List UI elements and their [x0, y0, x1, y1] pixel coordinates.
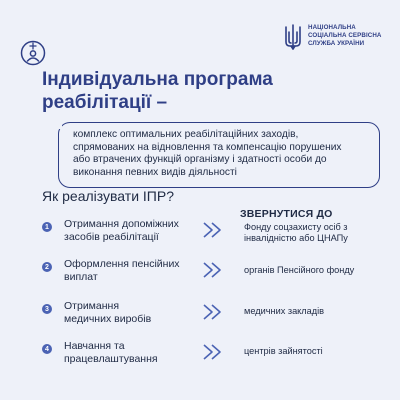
title-line: Індивідуальна програма	[42, 69, 273, 90]
step-number-badge: 1	[42, 222, 52, 232]
step-target-line: інвалідністю або ЦНАПу	[244, 233, 348, 243]
brand-logo	[284, 24, 400, 50]
person-care-icon	[20, 40, 46, 66]
brand-line: СОЦІАЛЬНА СЕРВІСНА	[308, 32, 382, 39]
step-number-badge: 2	[42, 262, 52, 272]
step-label-line: Навчання та	[64, 340, 125, 352]
step-label-line: медичних виробів	[64, 312, 152, 325]
step-label	[64, 218, 194, 243]
step-target-line: органів Пенсійного фонду	[244, 265, 355, 275]
step-target-line: центрів зайнятості	[244, 346, 323, 356]
double-chevron-right-icon	[202, 304, 224, 320]
step-label	[64, 258, 194, 283]
step-label-line: засобів реабілітації	[64, 230, 159, 243]
step-target	[244, 265, 384, 276]
double-chevron-right-icon	[202, 222, 224, 238]
step-label-line: виплат	[64, 270, 98, 283]
trident-icon	[284, 24, 302, 50]
step-target-line: Фонду соцзахисту осіб з	[244, 222, 348, 232]
brand-line: НАЦІОНАЛЬНА	[308, 24, 356, 31]
step-target	[244, 222, 384, 244]
step-row-1	[0, 218, 400, 252]
step-label-line: Отримання	[64, 300, 120, 312]
step-target	[244, 306, 384, 317]
brand-line: СЛУЖБА УКРАЇНИ	[308, 40, 365, 47]
step-label-line: Отримання допоміжних	[64, 218, 179, 230]
step-row-3	[0, 300, 400, 334]
step-label-line: Оформлення пенсійних	[64, 258, 180, 270]
definition-line: або втрачених функцій організму і здатності особи до	[73, 154, 327, 165]
step-row-2	[0, 258, 400, 292]
step-row-4	[0, 340, 400, 374]
step-label	[64, 300, 194, 325]
double-chevron-right-icon	[202, 344, 224, 360]
title-line: реабілітації –	[42, 92, 168, 113]
target-heading: ЗВЕРНУТИСЯ ДО	[240, 208, 333, 220]
definition-line: спрямованих на відновлення та компенсацію порушених	[73, 141, 342, 153]
step-label-line: працевлаштування	[64, 352, 158, 365]
definition-box-notch	[54, 121, 62, 129]
step-label	[64, 340, 194, 365]
definition-line: виконання певних видів діяльності	[73, 166, 237, 178]
definition-box	[58, 122, 380, 188]
brand-name	[308, 24, 400, 48]
page-title	[42, 68, 362, 114]
step-number-badge: 4	[42, 344, 52, 354]
step-target-line: медичних закладів	[244, 306, 325, 316]
section-question: Як реалізувати ІПР?	[42, 188, 174, 204]
definition-line: комплекс оптимальних реабілітаційних заходів,	[73, 129, 299, 140]
step-number-badge: 3	[42, 304, 52, 314]
step-target	[244, 346, 384, 357]
double-chevron-right-icon	[202, 262, 224, 278]
